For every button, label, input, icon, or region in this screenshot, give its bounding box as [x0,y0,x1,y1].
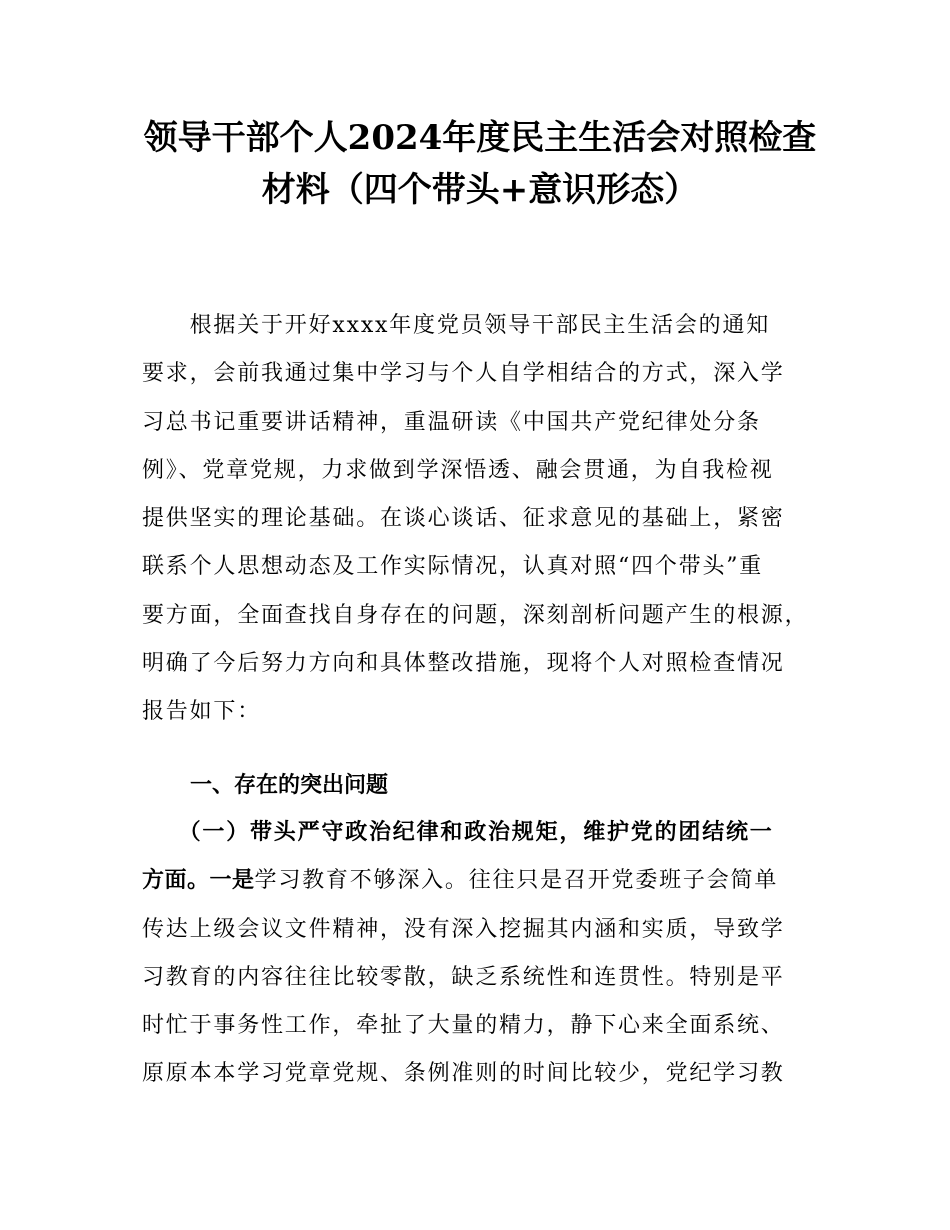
point-text: 学习教育不够深入。往往只是召开党委班子会简单 [254,868,779,894]
document-title [100,112,860,216]
paragraph-line [142,857,822,905]
intro-paragraph [142,302,822,737]
section-heading-1: 一、存在的突出问题 [190,773,389,798]
paragraph-line: 要方面，全面查找自身存在的问题，深刻剖析问题产生的根源， [142,602,809,628]
point-label: 一是 [209,868,255,894]
section-1-paragraph [142,809,822,1099]
paragraph-line: 联系个人思想动态及工作实际情况，认真对照“四个带头”重 [142,554,764,580]
paragraph-line: 例》、党章党规，力求做到学深悟透、融会贯通，为自我检视 [142,457,774,483]
subsection-heading: （一）带头严守政治纪律和政治规矩，维护党的团结统一 [142,820,774,845]
paragraph-line: 根据关于开好xxxx年度党员领导干部民主生活会的通知 [142,313,771,338]
paragraph-line: 传达上级会议文件精神，没有深入挖掘其内涵和实质，导致学 [142,916,785,942]
document-title-line-1: 领导干部个人2024年度民主生活会对照检查 [143,118,817,158]
paragraph-line: 要求，会前我通过集中学习与个人自学相结合的方式，深入学 [142,361,785,387]
document-title-line-2: 材料（四个带头+意识形态） [261,170,699,210]
paragraph-line: 习教育的内容往往比较零散，缺乏系统性和连贯性。特别是平 [142,964,785,990]
paragraph-line: 报告如下： [142,699,262,725]
paragraph-line: 原原本本学习党章党规、条例准则的时间比较少，党纪学习教 [142,1061,785,1087]
paragraph-line: 时忙于事务性工作，牵扯了大量的精力，静下心来全面系统、 [142,1013,785,1039]
paragraph-line: 明确了今后努力方向和具体整改措施，现将个人对照检查情况 [142,651,785,677]
paragraph-line: 提供坚实的理论基础。在谈心谈话、征求意见的基础上，紧密 [142,506,785,532]
subsection-heading-end: 方面。 [142,868,210,894]
paragraph-line: 习总书记重要讲话精神，重温研读《中国共产党纪律处分条 [142,409,761,435]
